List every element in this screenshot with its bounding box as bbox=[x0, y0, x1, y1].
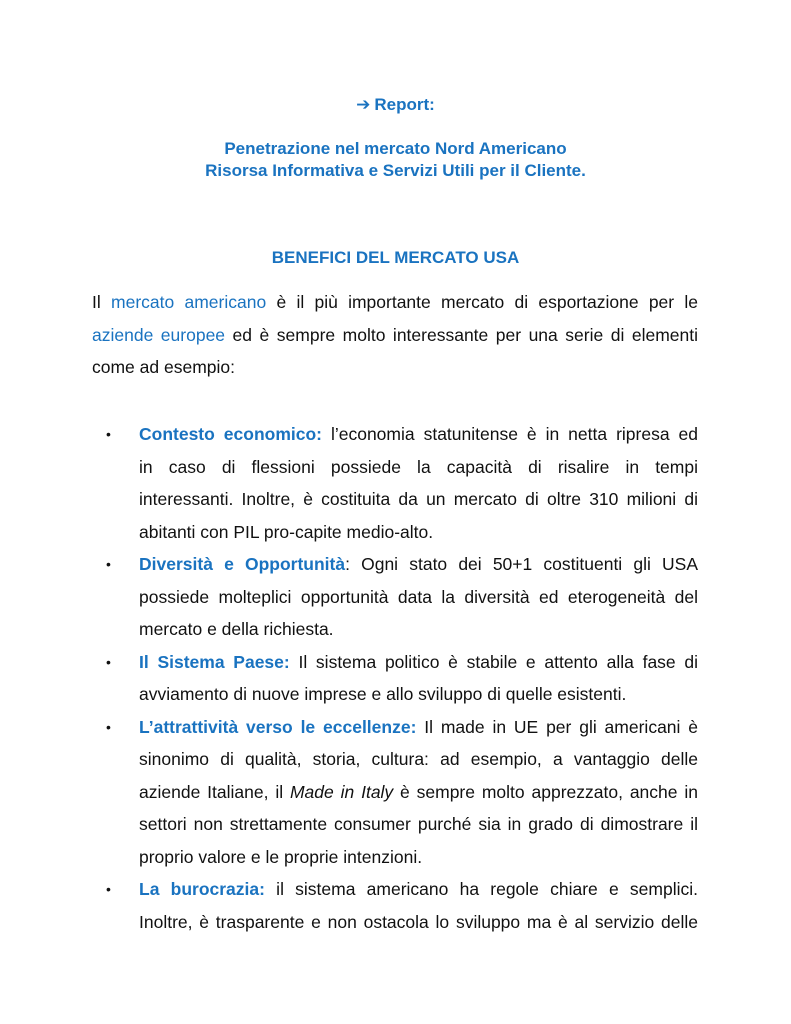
item-line: proprio valore e le proprie intenzioni. bbox=[139, 846, 423, 867]
report-label: Report: bbox=[374, 95, 435, 114]
intro-text: Il bbox=[92, 292, 112, 312]
item-line: abitanti con PIL pro-capite medio-alto. bbox=[139, 521, 434, 542]
subtitle-line-1: Penetrazione nel mercato Nord Americano bbox=[224, 139, 567, 158]
item-text: Il sistema politico è stabile e attento alla fase di bbox=[289, 651, 698, 672]
item-text: il sistema americano ha regole chiare e semplici. bbox=[264, 879, 698, 899]
item-line bbox=[139, 711, 698, 744]
link-aziende-europee[interactable]: aziende europee bbox=[92, 324, 226, 345]
intro-line-2 bbox=[92, 319, 698, 352]
list-item bbox=[92, 873, 698, 938]
arrow-right-icon: ➔ bbox=[356, 95, 371, 114]
item-line bbox=[139, 418, 698, 451]
made-in-italy-emphasis: Made in Italy bbox=[289, 781, 394, 802]
item-line: avviamento di nuove imprese e allo sviluppo di quelle esistenti. bbox=[139, 684, 627, 704]
document-subtitle bbox=[0, 138, 791, 182]
intro-paragraph bbox=[92, 286, 698, 384]
item-line: settori non strettamente consumer purché sia in grado di dimostrare il bbox=[139, 814, 698, 834]
item-line bbox=[139, 873, 698, 906]
bullet-icon: • bbox=[106, 718, 111, 735]
item-line: in caso di flessioni possiede la capacità di risalire in tempi bbox=[139, 456, 698, 477]
bullet-icon: • bbox=[106, 653, 111, 670]
item-line bbox=[139, 646, 698, 679]
intro-text: ed è sempre molto interessante per una serie di elementi bbox=[225, 324, 698, 345]
list-item bbox=[92, 548, 698, 646]
list-item bbox=[92, 646, 698, 711]
item-label: La burocrazia: bbox=[139, 879, 265, 899]
item-text: l’economia statunitense è in netta ripresa ed bbox=[322, 424, 698, 444]
item-line: Inoltre, è trasparente e non ostacola lo sviluppo ma è al servizio delle bbox=[139, 911, 698, 932]
item-label: L’attrattività verso le eccellenze: bbox=[139, 716, 417, 737]
item-line: sinonimo di qualità, storia, cultura: ad esempio, a vantaggio delle bbox=[139, 749, 698, 769]
list-item bbox=[92, 418, 698, 548]
intro-line-3: come ad esempio: bbox=[92, 357, 235, 377]
list-item bbox=[92, 711, 698, 874]
bullet-icon: • bbox=[106, 556, 111, 572]
bullet-icon: • bbox=[106, 881, 111, 897]
bullet-icon: • bbox=[106, 426, 111, 442]
item-text: Il made in UE per gli americani è bbox=[416, 716, 698, 737]
item-label: Il Sistema Paese: bbox=[139, 651, 290, 672]
benefits-list bbox=[92, 418, 698, 938]
item-line bbox=[139, 776, 698, 809]
item-line: possiede molteplici opportunità data la diversità ed eterogeneità del bbox=[139, 586, 698, 607]
intro-text: è il più importante mercato di esportazione per le bbox=[266, 292, 698, 312]
section-title: BENEFICI DEL MERCATO USA bbox=[271, 248, 520, 267]
item-label: Diversità e Opportunità bbox=[139, 554, 346, 574]
item-label: Contesto economico: bbox=[139, 424, 322, 444]
item-text: è sempre molto apprezzato, anche in bbox=[393, 781, 698, 802]
item-line bbox=[139, 548, 698, 581]
link-mercato-americano[interactable]: mercato americano bbox=[111, 292, 267, 312]
intro-line-1 bbox=[92, 286, 698, 319]
report-heading bbox=[0, 94, 791, 116]
item-line: mercato e della richiesta. bbox=[139, 619, 334, 639]
item-line: interessanti. Inoltre, è costituita da un mercato di oltre 310 milioni di bbox=[139, 489, 698, 509]
subtitle-line-2: Risorsa Informativa e Servizi Utili per il Cliente. bbox=[205, 161, 586, 180]
item-text: : Ogni stato dei 50+1 costituenti gli USA bbox=[345, 554, 698, 574]
item-text: aziende Italiane, il bbox=[139, 781, 290, 802]
